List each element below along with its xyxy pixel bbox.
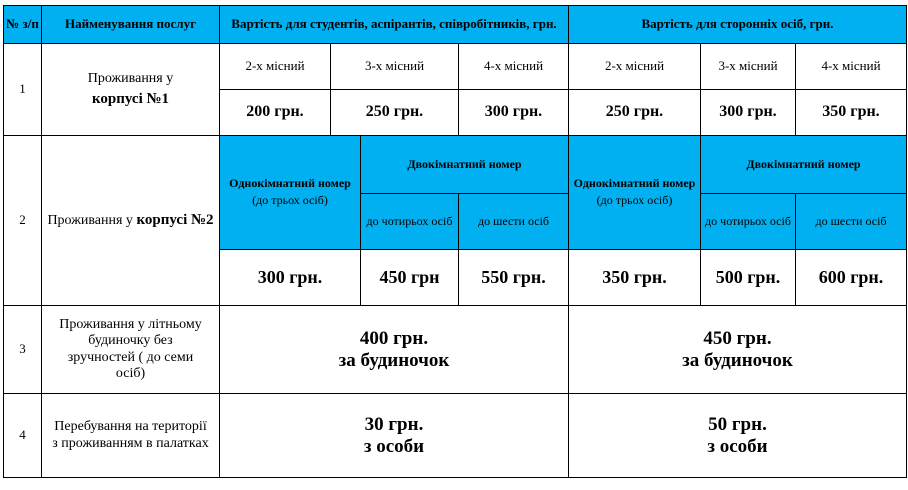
r2-outsiders-up-to-six: до шести осіб [796, 194, 907, 250]
r2-outsiders-double-room: Двокімнатний номер [701, 136, 907, 194]
r3-students-price-value: 400 грн. [359, 327, 429, 349]
table-row [4, 44, 907, 90]
r2-outsiders-single-room [569, 136, 701, 250]
row-1-name-bold: корпусі №1 [91, 90, 170, 107]
r1-students-2bed-label: 2-х місний [220, 44, 331, 90]
header-num: № з/п [4, 6, 42, 44]
r4-outsiders-price-unit: з особи [707, 435, 768, 457]
r2-outsiders-six-price: 600 грн. [796, 250, 907, 306]
r2-students-single-room [220, 136, 361, 250]
r1-outsiders-3bed-price: 300 грн. [701, 90, 796, 136]
r2-outsiders-single-room-title: Однокімнатний номер [573, 176, 696, 191]
row-2-name-bold: корпусі №2 [136, 211, 214, 228]
r3-outsiders-price-value: 450 грн. [703, 327, 772, 349]
r2-outsiders-single-price: 350 грн. [569, 250, 701, 306]
row-1-name [42, 44, 220, 136]
r1-students-4bed-price: 300 грн. [459, 90, 569, 136]
r4-students-price-value: 30 грн. [364, 413, 424, 435]
r1-students-3bed-price: 250 грн. [331, 90, 459, 136]
r2-students-six-price: 550 грн. [459, 250, 569, 306]
r1-outsiders-2bed-label: 2-х місний [569, 44, 701, 90]
price-table [3, 5, 907, 478]
r3-outsiders-price-unit: за будиночок [682, 349, 793, 371]
r3-outsiders-price [569, 306, 907, 394]
r1-students-3bed-label: 3-х місний [331, 44, 459, 90]
row-2-num: 2 [4, 136, 42, 306]
r1-outsiders-4bed-price: 350 грн. [796, 90, 907, 136]
r4-students-price-unit: з особи [363, 435, 425, 457]
row-1-name-prefix: Проживання у [87, 70, 174, 86]
row-3-name: Проживання у літньому будиночку без зручностей ( до семи осіб) [42, 306, 220, 394]
r2-outsiders-single-room-sub: (до трьох осіб) [596, 193, 673, 207]
r2-students-single-room-sub: (до трьох осіб) [252, 193, 328, 207]
r2-students-four-price: 450 грн [361, 250, 459, 306]
row-4-name: Перебування на території з проживанням в палатках [42, 394, 220, 478]
r4-students-price [220, 394, 569, 478]
r2-outsiders-up-to-four: до чотирьох осіб [701, 194, 796, 250]
r2-students-up-to-four: до чотирьох осіб [361, 194, 459, 250]
r3-students-price [220, 306, 569, 394]
row-2-name-prefix: Проживання у [47, 212, 133, 228]
table-row [4, 306, 907, 394]
r2-students-up-to-six: до шести осіб [459, 194, 569, 250]
r1-outsiders-2bed-price: 250 грн. [569, 90, 701, 136]
r2-students-double-room: Двокімнатний номер [361, 136, 569, 194]
table-row [4, 394, 907, 478]
header-service: Найменування послуг [42, 6, 220, 44]
r1-outsiders-3bed-label: 3-х місний [701, 44, 796, 90]
r4-outsiders-price-value: 50 грн. [708, 413, 767, 435]
row-3-num: 3 [4, 306, 42, 394]
table-row [4, 136, 907, 194]
r2-students-single-room-title: Однокімнатний номер [229, 176, 351, 191]
table-header-row [4, 6, 907, 44]
header-students: Вартість для студентів, аспірантів, співробітників, грн. [220, 6, 569, 44]
r3-students-price-unit: за будиночок [338, 349, 450, 371]
r1-students-2bed-price: 200 грн. [220, 90, 331, 136]
header-outsiders: Вартість для сторонніх осіб, грн. [569, 6, 907, 44]
r2-outsiders-four-price: 500 грн. [701, 250, 796, 306]
r1-students-4bed-label: 4-х місний [459, 44, 569, 90]
row-1-num: 1 [4, 44, 42, 136]
r4-outsiders-price [569, 394, 907, 478]
r1-outsiders-4bed-label: 4-х місний [796, 44, 907, 90]
row-4-num: 4 [4, 394, 42, 478]
row-2-name [42, 136, 220, 306]
r2-students-single-price: 300 грн. [220, 250, 361, 306]
